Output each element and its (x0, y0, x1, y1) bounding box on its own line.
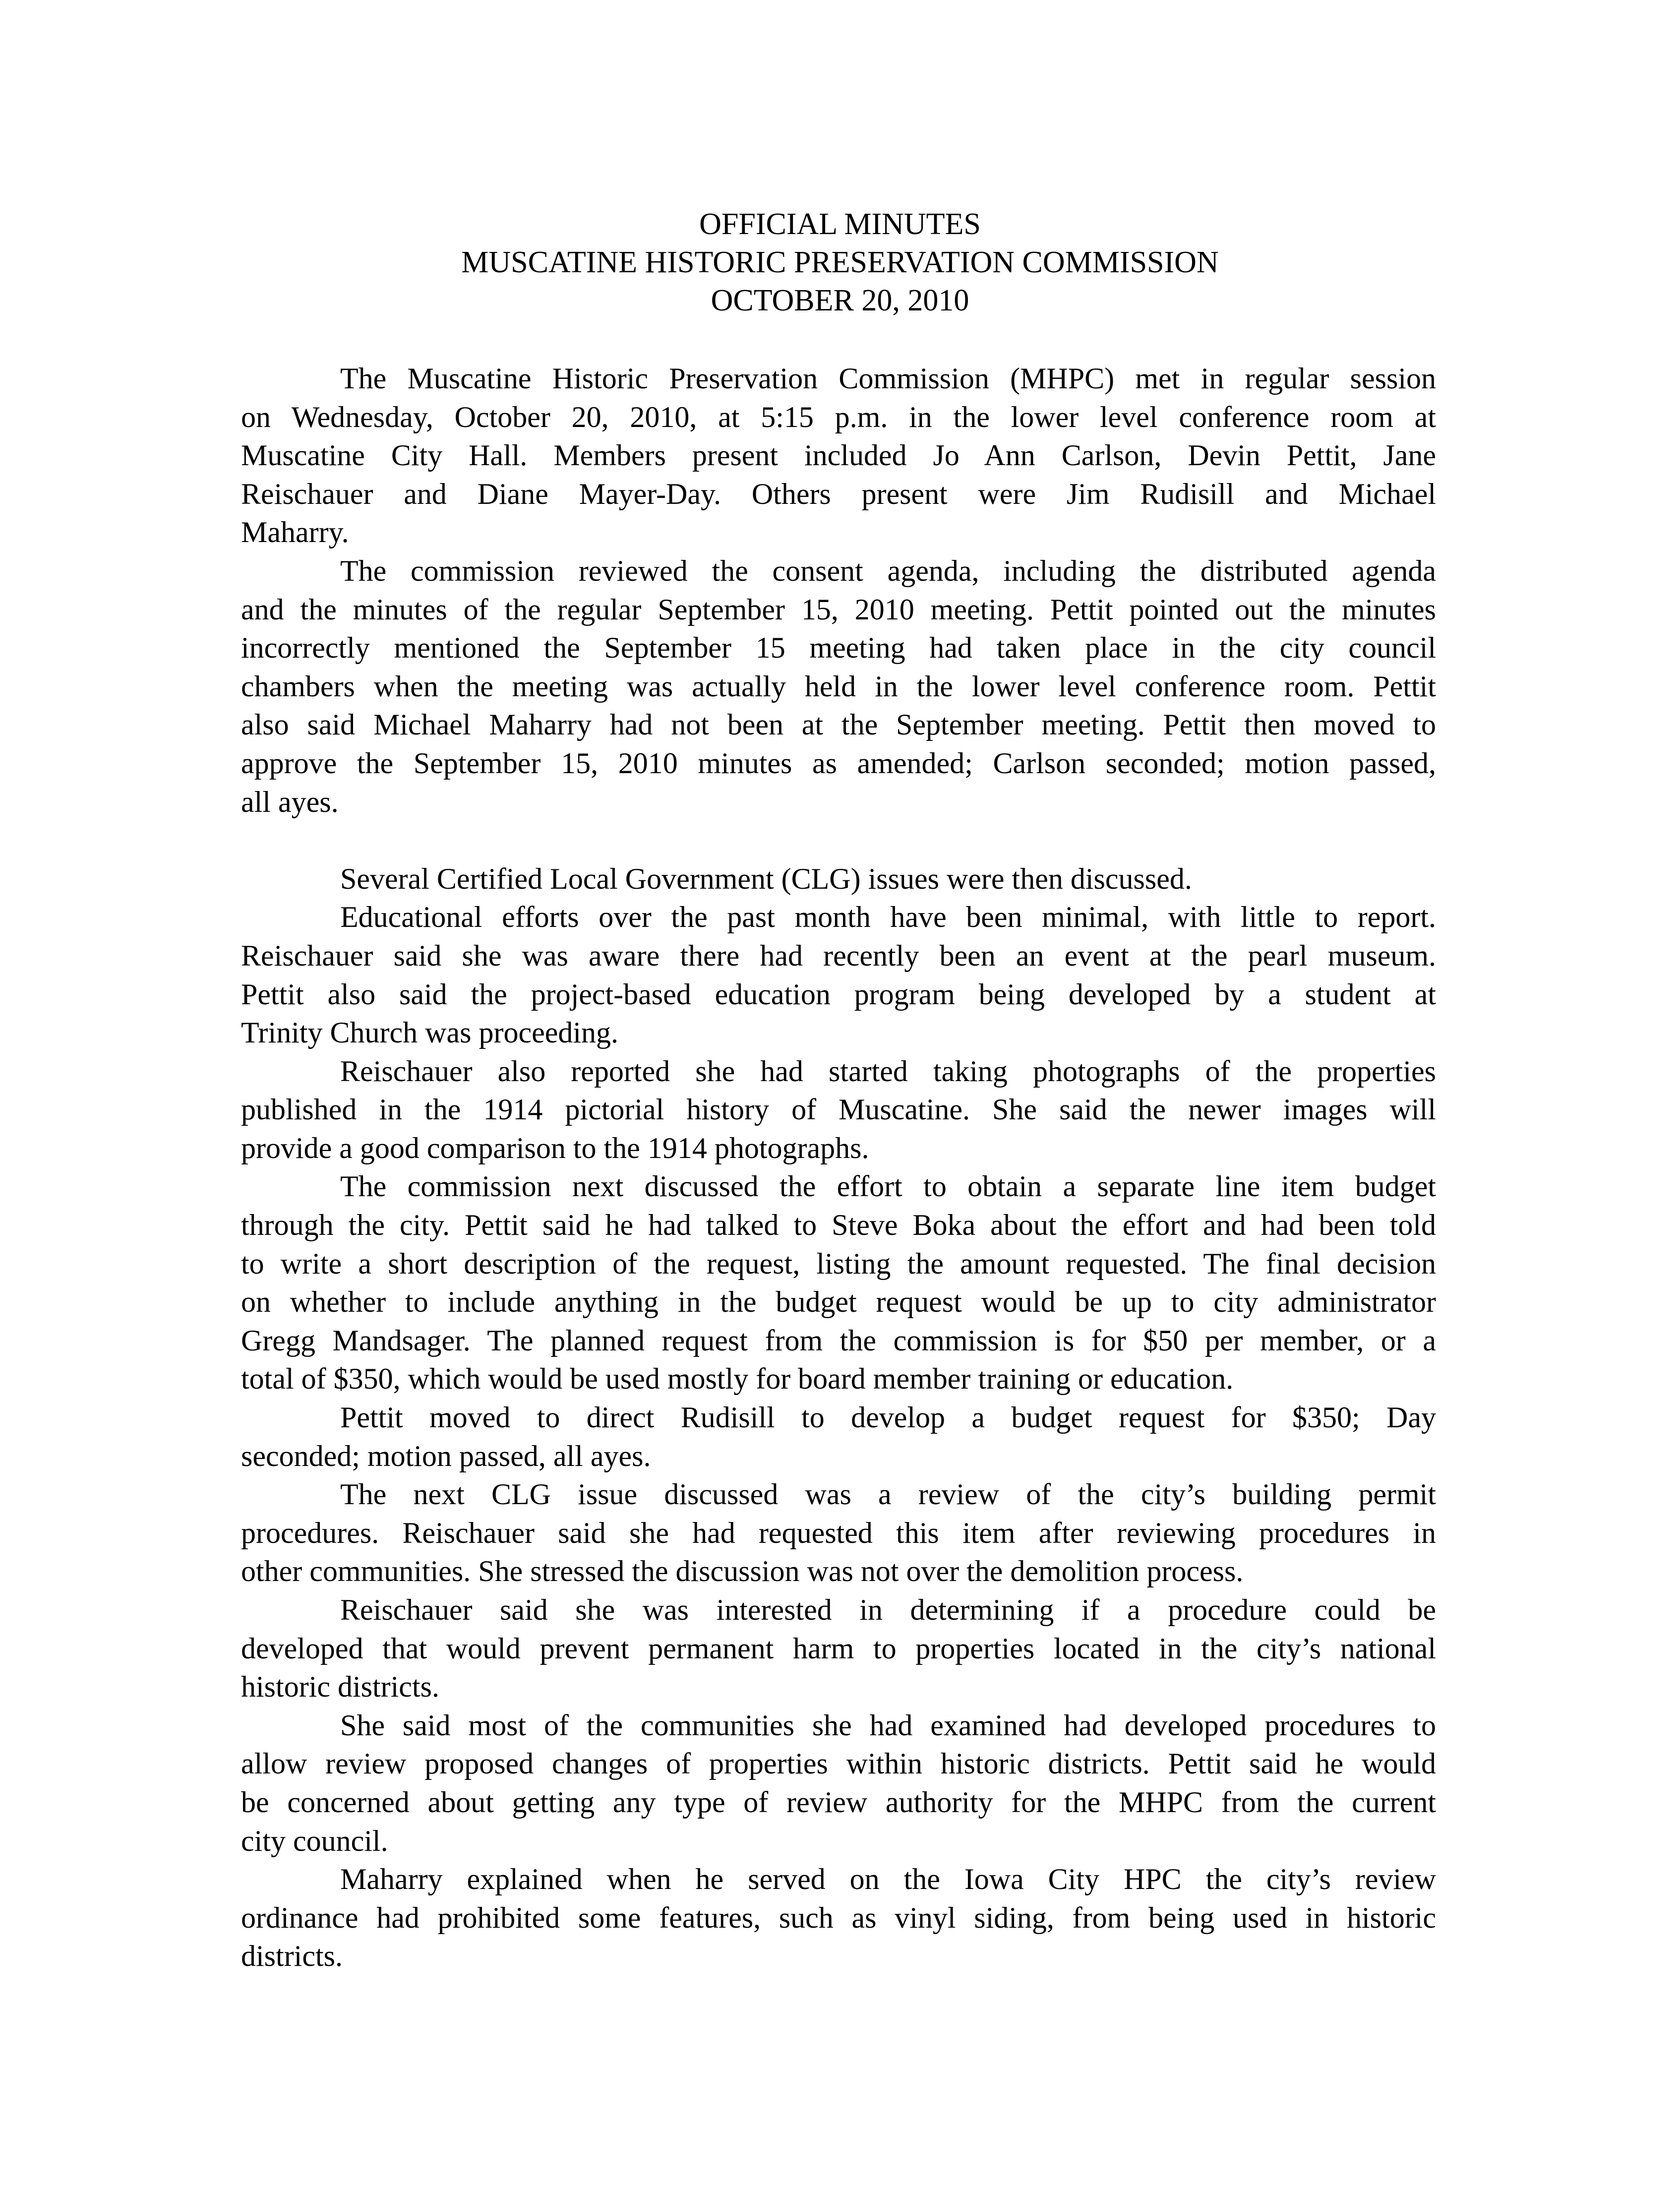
text-line: allow review proposed changes of properties within historic districts. Pettit said he would (241, 1747, 1436, 1780)
text-line: to write a short description of the request, listing the amount requested. The final decision (241, 1247, 1436, 1280)
text-line: Maharry. (241, 516, 349, 549)
text-line: The commission reviewed the consent agenda, including the distributed agenda (340, 554, 1436, 587)
text-line: approve the September 15, 2010 minutes as amended; Carlson seconded; motion passed, (241, 746, 1436, 780)
text-line: districts. (241, 1940, 343, 1973)
text-line: developed that would prevent permanent harm to properties located in the city’s national (241, 1632, 1436, 1665)
paragraph (241, 1167, 1436, 1399)
text-line: Reischauer also reported she had started taking photographs of the properties (340, 1054, 1436, 1088)
paragraph (241, 860, 1436, 899)
document-title (0, 205, 1680, 320)
title-line-1: OFFICIAL MINUTES (699, 207, 981, 241)
paragraph (241, 1399, 1436, 1475)
paragraph (241, 1860, 1436, 1976)
text-line: procedures. Reischauer said she had requested this item after reviewing procedures in (241, 1516, 1436, 1549)
text-line: Reischauer said she was interested in determining if a procedure could be (340, 1593, 1436, 1626)
text-line: total of $350, which would be used mostly for board member training or education. (241, 1362, 1234, 1396)
text-line: Pettit moved to direct Rudisill to develop a budget request for $350; Day (340, 1401, 1436, 1434)
text-line: city council. (241, 1824, 388, 1857)
text-line: historic districts. (241, 1670, 439, 1704)
text-line: ordinance had prohibited some features, such as vinyl siding, from being used in historic (241, 1901, 1436, 1934)
text-line: Pettit also said the project-based education program being developed by a student at (241, 977, 1436, 1011)
paragraph-spacer (241, 821, 1436, 860)
text-line: all ayes. (241, 785, 339, 818)
text-line: Several Certified Local Government (CLG) issues were then discussed. (340, 862, 1192, 895)
text-line: Trinity Church was proceeding. (241, 1016, 619, 1049)
text-line: be concerned about getting any type of review authority for the MHPC from the current (241, 1785, 1436, 1819)
paragraph (241, 360, 1436, 552)
paragraph (241, 1052, 1436, 1168)
text-line: through the city. Pettit said he had talked to Steve Boka about the effort and had been told (241, 1209, 1436, 1242)
text-line: The commission next discussed the effort to obtain a separate line item budget (340, 1170, 1436, 1203)
text-line: seconded; motion passed, all ayes. (241, 1439, 651, 1472)
text-line: Muscatine City Hall. Members present included Jo Ann Carlson, Devin Pettit, Jane (241, 439, 1436, 472)
text-line: on whether to include anything in the budget request would be up to city administrator (241, 1285, 1436, 1319)
paragraph (241, 898, 1436, 1052)
text-line: Educational efforts over the past month have been minimal, with little to report. (340, 901, 1436, 934)
text-line: Reischauer said she was aware there had recently been an event at the pearl museum. (241, 939, 1436, 972)
text-line: Gregg Mandsager. The planned request from the commission is for $50 per member, or a (241, 1324, 1436, 1357)
text-line: chambers when the meeting was actually held in the lower level conference room. Pettit (241, 670, 1436, 703)
paragraph (241, 552, 1436, 821)
text-line: published in the 1914 pictorial history of Muscatine. She said the newer images will (241, 1093, 1436, 1126)
text-line: Reischauer and Diane Mayer-Day. Others present were Jim Rudisill and Michael (241, 477, 1436, 510)
text-line: provide a good comparison to the 1914 photographs. (241, 1131, 869, 1164)
text-line: She said most of the communities she had examined had developed procedures to (340, 1708, 1436, 1742)
text-line: incorrectly mentioned the September 15 meeting had taken place in the city council (241, 631, 1436, 665)
text-line: The Muscatine Historic Preservation Commission (MHPC) met in regular session (340, 362, 1436, 395)
text-line: on Wednesday, October 20, 2010, at 5:15 p.m. in the lower level conference room at (241, 400, 1436, 433)
text-line: and the minutes of the regular September 15, 2010 meeting. Pettit pointed out the minutes (241, 593, 1436, 626)
paragraph (241, 1706, 1436, 1860)
minutes-body (241, 360, 1436, 1976)
text-line: Maharry explained when he served on the Iowa City HPC the city’s review (340, 1863, 1436, 1896)
title-line-3: OCTOBER 20, 2010 (711, 284, 969, 317)
text-line: other communities. She stressed the discussion was not over the demolition process. (241, 1555, 1244, 1588)
text-line: also said Michael Maharry had not been at the September meeting. Pettit then moved to (241, 708, 1436, 741)
text-line: The next CLG issue discussed was a review of the city’s building permit (340, 1478, 1436, 1511)
title-line-2: MUSCATINE HISTORIC PRESERVATION COMMISSION (461, 245, 1219, 279)
paragraph (241, 1475, 1436, 1591)
paragraph (241, 1591, 1436, 1706)
